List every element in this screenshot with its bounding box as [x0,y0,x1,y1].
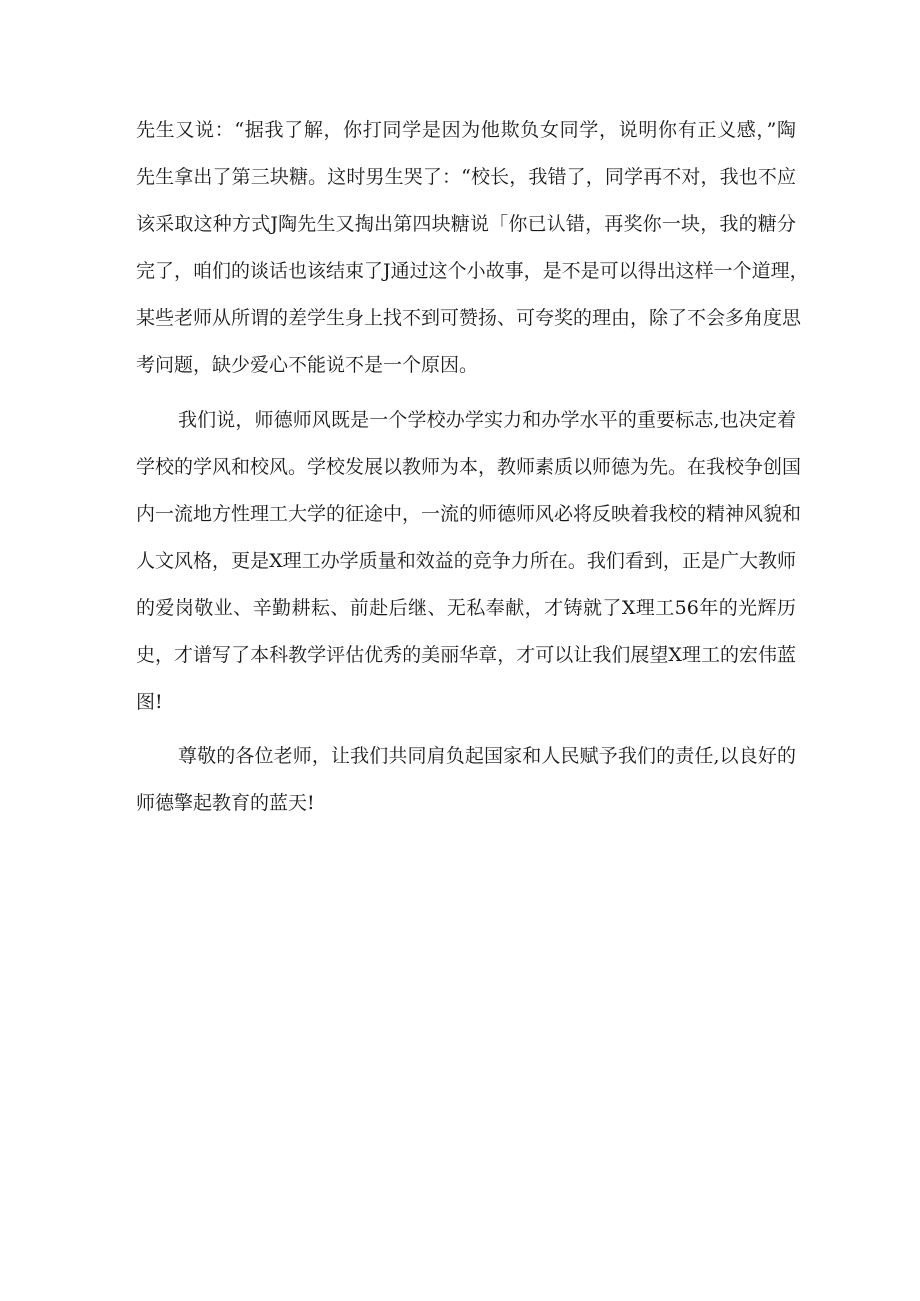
paragraph-2 [136,397,802,726]
paragraph-line: 该采取这种方式J陶先生又掏出第四块糖说「你已认错，再奖你一块，我的糖分 [136,213,796,235]
paragraph-line: 某些老师从所谓的差学生身上找不到可赞扬、可夸奖的理由，除了不会多角度思 [136,307,802,329]
paragraph-line: 的爱岗敬业、辛勤耕耘、前赴后继、无私奉献，才铸就了X理工56年的光辉历 [136,597,796,619]
paragraph-line: 师德擎起教育的蓝天! [136,792,315,814]
paragraph-line: 史，才谱写了本科教学评估优秀的美丽华章，才可以让我们展望X理工的宏伟蓝 [136,644,796,666]
paragraph-line: 完了，咱们的谈话也该结束了J通过这个小故事，是不是可以得出这样一个道理， [136,260,809,282]
paragraph-line: 我们说，师德师风既是一个学校办学实力和办学水平的重要标志,也决定着 [178,409,796,431]
paragraph-line: 人文风格，更是X理工办学质量和效益的竞争力所在。我们看到，正是广大教师 [136,550,796,572]
paragraph-line: 先生拿出了第三块糖。这时男生哭了：“校长，我错了，同学再不对，我也不应 [136,166,796,188]
paragraph-line: 图! [136,691,163,713]
paragraph-line: 学校的学风和校风。学校发展以教师为本，教师素质以师德为先。在我校争创国 [136,456,802,478]
paragraph-line: 先生又说：“据我了解，你打同学是因为他欺负女同学，说明你有正义感，”陶 [136,119,796,141]
paragraph-1 [136,107,809,389]
paragraph-line: 尊敬的各位老师，让我们共同肩负起国家和人民赋予我们的责任,以良好的 [178,745,796,767]
paragraph-3 [136,733,796,827]
paragraph-line: 内一流地方性理工大学的征途中，一流的师德师风必将反映着我校的精神风貌和 [136,503,802,525]
paragraph-line: 考问题，缺少爱心不能说不是一个原因。 [136,354,479,376]
